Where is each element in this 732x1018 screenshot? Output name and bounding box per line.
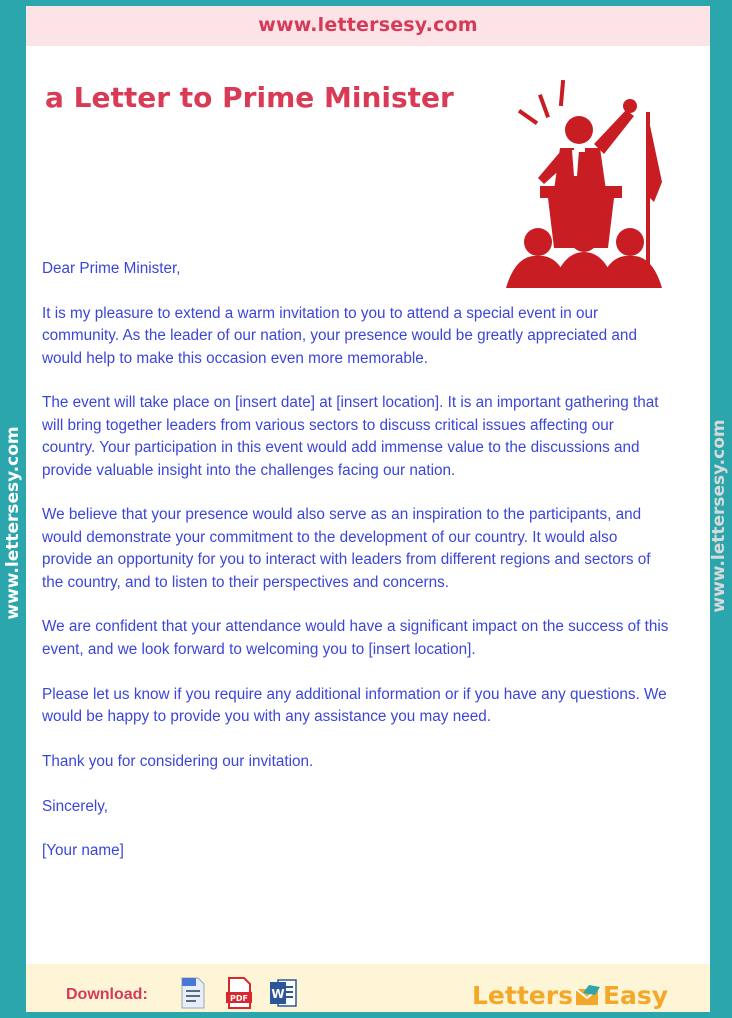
- envelope-icon: [575, 983, 601, 1007]
- page-title: a Letter to Prime Minister: [45, 81, 454, 114]
- speaker-podium-illustration: [476, 72, 666, 288]
- paragraph-4: We are confident that your attendance would have a significant impact on the success of this event, and we look forward to welcoming you to [insert location].: [42, 618, 669, 658]
- google-docs-icon[interactable]: [178, 976, 208, 1010]
- letter-body: [42, 258, 670, 885]
- right-watermark-text: www.lettersesy.com: [709, 419, 729, 613]
- brand-logo: Letters Easy: [472, 981, 669, 1010]
- svg-text:W: W: [271, 987, 285, 1001]
- signature: [Your name]: [42, 842, 124, 860]
- pdf-icon[interactable]: [224, 976, 254, 1010]
- closing: Sincerely,: [42, 797, 109, 815]
- salutation: Dear Prime Minister,: [42, 260, 181, 277]
- svg-text:PDF: PDF: [230, 994, 248, 1003]
- paragraph-6: Thank you for considering our invitation.: [42, 752, 314, 770]
- paragraph-5: Please let us know if you require any additional information or if you have any questions. We would be happy to provide you with any assistance you may need.: [42, 685, 667, 726]
- right-watermark: [706, 396, 732, 636]
- word-icon[interactable]: [268, 976, 298, 1010]
- paragraph-1: It is my pleasure to extend a warm invitation to you to attend a special event in our community. As the leader of our nation, your presence would be greatly appreciated and would help to make this occasion even more memorable.: [42, 304, 637, 367]
- download-label: Download:: [66, 986, 148, 1003]
- download-footer: [26, 964, 710, 1012]
- left-watermark-text: www.lettersesy.com: [3, 426, 23, 620]
- paragraph-2: The event will take place on [insert date] at [insert location]. It is an important gathering that will bring together leaders from various sectors to discuss critical issues affecting our country. Your participation in this event would add immense value to the discussions and provide valuable insight into the challenges facing our nation.: [42, 394, 659, 479]
- left-watermark: [0, 408, 26, 638]
- letter-card: [26, 6, 729, 1012]
- paragraph-3: We believe that your presence would also serve as an inspiration to the participants, and would demonstrate your commitment to the development of our country. It would also provide an opportunity for you to interact with leaders from different regions and sectors of the country, and to listen to their perspectives and concerns.: [42, 506, 651, 591]
- site-url[interactable]: www.lettersesy.com: [258, 14, 478, 36]
